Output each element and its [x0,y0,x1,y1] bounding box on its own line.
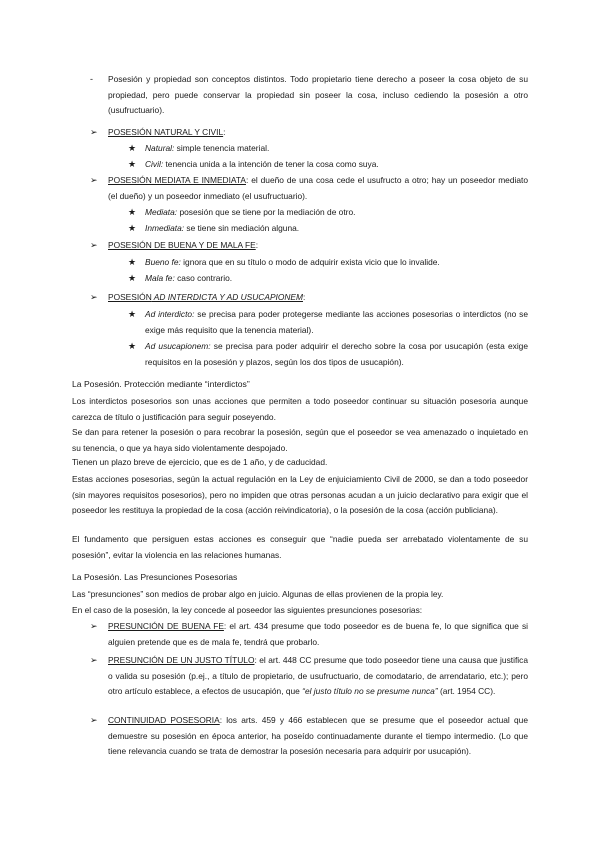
arrow-bullet-icon: ➢ [90,127,98,137]
presuncion-buena-fe [108,619,528,650]
arrow-bullet-icon: ➢ [90,715,98,725]
presuncion-buena-fe-text: : el art. 434 presume que todo poseedor es de buena fe, lo que significa que si alguien pretende que es de mala fe, tendrá que probarlo. [108,621,528,647]
presuncion-justo-titulo-text: : el art. 448 CC presume que todo poseedor tiene una causa que justifica o valida su posesión (p.ej., a título de propietario, de usufructuario, de comodatario, de arrendatario, etc.); pero otro artículo establece, a efectos de usucapión, que [108,655,528,696]
dash-bullet: - [90,74,93,84]
colon: : [302,292,306,302]
item-interdicta [108,290,528,306]
inmediata-term: Inmediata: [145,223,185,233]
natural-civil-title: POSESIÓN NATURAL Y CIVIL [108,127,224,137]
presuncion-justo-titulo-title: PRESUNCIÓN DE UN JUSTO TÍTULO [108,655,255,665]
interdictos-paragraph-3: Tienen un plazo breve de ejercicio, que es de 1 año, y de caducidad. [72,457,328,467]
arrow-bullet-icon: ➢ [90,175,98,185]
section-heading-interdictos: La Posesión. Protección mediante “interdictos” [72,379,250,389]
colon: : [255,240,259,250]
ad-interdicto-term: Ad interdicto: [145,309,195,319]
continuidad-posesoria [108,713,528,760]
star-bullet-icon: ★ [128,207,137,217]
star-bullet-icon: ★ [128,223,137,233]
ad-interdicto-item [145,307,528,338]
civil-text: tenencia unida a la intención de tener la cosa como suya. [163,159,379,169]
mala-fe-term: Mala fe: [145,273,175,283]
colon: : [223,127,226,137]
buena-fe-item [145,255,528,271]
mediata-term: Mediata: [145,207,178,217]
mediata-text: : el dueño de una cosa cede el usufructo a otro; hay un poseedor mediato (el dueño) y un poseedor inmediato (el usufructuario). [108,175,528,201]
interdictos-paragraph-1: Los interdictos posesorios son unas acciones que permiten a todo poseedor continuar su situación posesoria aunque carezca de título o justificación para seguir poseyendo. [72,396,528,422]
section-heading-presunciones: La Posesión. Las Presunciones Posesorias [72,572,238,582]
star-bullet-icon: ★ [128,257,137,267]
interdictos-paragraph-2: Se dan para retener la posesión o para recobrar la posesión, según que el poseedor se vea amenazado o inquietado en su tenencia, o que ya haya sido violentamente despojado. [72,427,528,453]
civil-item [145,157,528,173]
interdicta-title: POSESIÓN [108,292,152,302]
interdictos-paragraph-5: El fundamento que persiguen estas acciones es conseguir que “nadie pueda ser arrebatado violentamente de su posesión”, evitar la violencia en las relaciones humanas. [72,534,528,560]
ad-interdicto-text: se precisa para poder protegerse mediante las acciones posesorias o interdictos (no se exige más requisito que la tenencia material). [145,309,528,335]
mediata-title: POSESIÓN MEDIATA E INMEDIATA [108,175,246,185]
natural-item [145,141,528,157]
natural-term: Natural: [145,143,175,153]
presuncion-justo-titulo-tail: (art. 1954 CC). [437,686,496,696]
presunciones-paragraph-2: En el caso de la posesión, la ley concede al poseedor las siguientes presunciones posesorias: [72,605,423,615]
ad-usucapionem-text: se precisa para poder adquirir el derecho sobre la cosa por usucapión (esta exige requisitos en la posesión y plazos, según los dos tipos de usucapión). [145,341,528,367]
star-bullet-icon: ★ [128,341,137,351]
item-buena-fe [108,238,528,254]
buena-fe-title: POSESIÓN DE BUENA Y DE MALA FE [108,240,256,250]
star-bullet-icon: ★ [128,143,137,153]
arrow-bullet-icon: ➢ [90,240,98,250]
continuidad-posesoria-text: : los arts. 459 y 466 establecen que se presume que el poseedor actual que demuestre su posesión en época anterior, ha poseído continuadamente durante el tiempo intermedio. (Lo que tiene relevancia cuando se trata de demostrar la posesión necesaria para adquirir por usucapión). [108,715,528,756]
intro-paragraph [108,72,528,119]
natural-text: simple tenencia material. [174,143,270,153]
presunciones-paragraph-1: Las “presunciones” son medios de probar algo en juicio. Algunas de ellas provienen de la propia ley. [72,589,444,599]
inmediata-item [145,221,528,237]
ad-usucapionem-item [145,339,528,370]
interdicta-title-italic: AD INTERDICTA Y AD USUCAPIONEM [151,292,303,302]
civil-term: Civil: [145,159,164,169]
buena-fe-text: ignora que en su título o modo de adquirir exista vicio que lo invalide. [180,257,440,267]
mediata-item [145,205,528,221]
buena-fe-term: Bueno fe: [145,257,181,267]
arrow-bullet-icon: ➢ [90,621,98,631]
continuidad-posesoria-title: CONTINUIDAD POSESORIA [108,715,220,725]
item-natural-civil [108,125,528,141]
star-bullet-icon: ★ [128,159,137,169]
arrow-bullet-icon: ➢ [90,292,98,302]
presuncion-buena-fe-title: PRESUNCIÓN DE BUENA FE [108,621,224,631]
arrow-bullet-icon: ➢ [90,655,98,665]
star-bullet-icon: ★ [128,273,137,283]
interdictos-paragraph-4: Estas acciones posesorias, según la actual regulación en la Ley de enjuiciamiento Civil de 2000, se dan a todo poseedor (sin mayores requisitos posesorios), pero no impiden que otras personas acudan a un juicio declarativo para exigir que el poseedor les restituya la propiedad de la cosa (acción reivindicatoria), o la posesión de la cosa (acción publiciana). [72,474,528,515]
inmediata-text: se tiene sin mediación alguna. [184,223,300,233]
item-mediata [108,173,528,204]
mala-fe-text: caso contrario. [174,273,233,283]
presuncion-justo-titulo-quote: “el justo título no se presume nunca” [302,686,438,696]
presuncion-justo-titulo [108,653,528,700]
ad-usucapionem-term: Ad usucapionem: [145,341,211,351]
mala-fe-item [145,271,528,287]
intro-text: Posesión y propiedad son conceptos distintos. Todo propietario tiene derecho a poseer la cosa objeto de su propiedad, pero puede conservar la propiedad sin poseer la cosa, incluso cediendo la posesión a otro (usufructuario). [108,74,528,115]
mediata-item-text: posesión que se tiene por la mediación de otro. [177,207,356,217]
star-bullet-icon: ★ [128,309,137,319]
